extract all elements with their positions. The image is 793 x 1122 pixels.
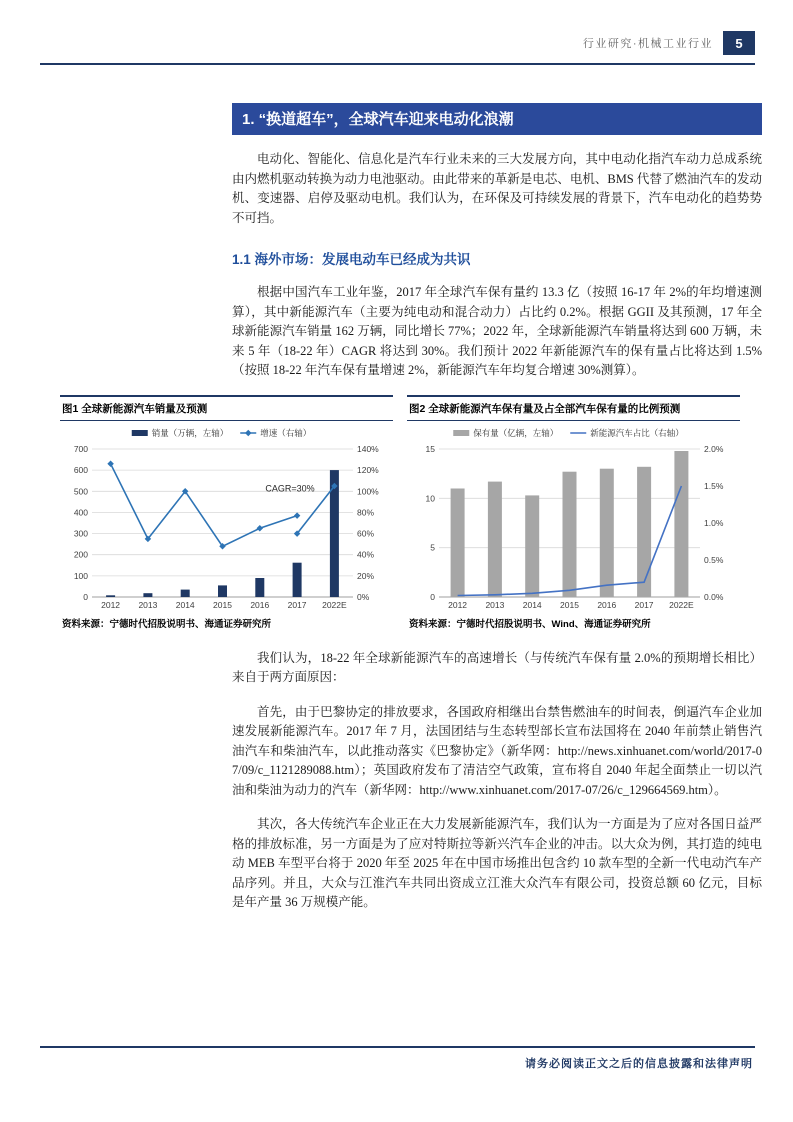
svg-text:60%: 60% <box>357 528 375 539</box>
subsection-title: 1.1 海外市场：发展电动车已经成为共识 <box>232 252 471 267</box>
svg-text:销量（万辆，左轴）: 销量（万辆，左轴） <box>151 427 229 438</box>
svg-text:400: 400 <box>73 506 88 517</box>
svg-text:新能源汽车占比（右轴）: 新能源汽车占比（右轴） <box>590 427 684 438</box>
section-title: 1. “换道超车”，全球汽车迎来电动化浪潮 <box>232 103 762 135</box>
svg-text:2017: 2017 <box>634 599 654 610</box>
svg-text:增速（右轴）: 增速（右轴） <box>260 427 312 438</box>
svg-text:15: 15 <box>425 443 435 454</box>
figures-row <box>60 395 740 634</box>
svg-text:2.0%: 2.0% <box>704 443 724 454</box>
svg-text:300: 300 <box>73 528 88 539</box>
svg-text:1.5%: 1.5% <box>704 480 724 491</box>
header-divider <box>40 63 755 65</box>
svg-text:0.0%: 0.0% <box>704 591 724 602</box>
svg-text:140%: 140% <box>357 443 379 454</box>
figure-2-chart <box>407 423 740 613</box>
svg-text:2016: 2016 <box>250 599 270 610</box>
svg-text:10: 10 <box>425 492 435 503</box>
figure-1-chart <box>60 423 393 613</box>
svg-text:2013: 2013 <box>485 599 505 610</box>
svg-text:2013: 2013 <box>138 599 158 610</box>
svg-text:20%: 20% <box>357 570 375 581</box>
figure-2-source: 资料来源：宁德时代招股说明书、Wind、海通证券研究所 <box>409 618 651 630</box>
paragraph-overseas-market: 根据中国汽车工业年鉴，2017 年全球汽车保有量约 13.3 亿（按照 16-17 年 2%的年均增速测算），其中新能源汽车（主要为纯电动和混合动力）占比约 0.2%。根据 GGII 及其预测，17 年全球新能源汽车销量 162 万辆，同比增长 77%；2022 年，全球新能源汽车销量将达到 600 万辆，未来 5 年（18-22 年）CAGR 将达到 30%。我们预计 2022 年新能源汽车的保有量占比将达到 1.5%（按照 18-22 年汽车保有量增速 2%，新能源汽车年均复合增速 30%测算）。 <box>232 285 762 377</box>
page-number-badge: 5 <box>723 31 755 55</box>
report-category: 行业研究·机械工业行业 <box>582 38 713 50</box>
svg-text:0: 0 <box>430 591 435 602</box>
svg-text:2015: 2015 <box>560 599 579 610</box>
svg-text:2012: 2012 <box>448 599 468 610</box>
footer-divider <box>40 1046 755 1048</box>
svg-text:2012: 2012 <box>101 599 121 610</box>
svg-text:2022E: 2022E <box>669 599 694 610</box>
figure-1 <box>60 395 393 634</box>
figure-1-source: 资料来源：宁德时代招股说明书、海通证券研究所 <box>62 618 272 630</box>
svg-text:0.5%: 0.5% <box>704 554 724 565</box>
svg-text:2022E: 2022E <box>322 599 347 610</box>
figure-1-title: 图1 全球新能源汽车销量及预测 <box>60 395 393 421</box>
paragraph-policy: 首先，由于巴黎协定的排放要求，各国政府相继出台禁售燃油车的时间表，倒逼汽车企业加速发展新能源汽车。2017 年 7 月，法国团结与生态转型部长宣布法国将在 2040 年前禁止销售汽油汽车和柴油汽车，以此推动落实《巴黎协定》（新华网：http://news.xinhuanet.com/world/2017-07/09/c_1121289088.htm）；英国政府发布了清洁空气政策，宣布将自 2040 年起全面禁止一切以汽油和柴油为动力的汽车（新华网：http://www.xinhuanet.com/2017-07/26/c_129664569.htm）。 <box>232 704 762 797</box>
figure-2 <box>407 395 740 634</box>
svg-text:0%: 0% <box>357 591 370 602</box>
page-header <box>583 31 755 55</box>
paragraph-growth-reasons: 我们认为，18-22 年全球新能源汽车的高速增长（与传统汽车保有量 2.0%的预期增长相比）来自于两方面原因： <box>232 650 762 684</box>
svg-text:2015: 2015 <box>213 599 232 610</box>
paragraph-intro: 电动化、智能化、信息化是汽车行业未来的三大发展方向，其中电动化指汽车动力总成系统由内燃机驱动转换为动力电池驱动。由此带来的革新是电芯、电机、BMS 代替了燃油汽车的发动机、变速器、启停及驱动电机。我们认为，在环保及可持续发展的背景下，汽车电动化的趋势势不可挡。 <box>232 152 762 225</box>
svg-text:保有量（亿辆，左轴）: 保有量（亿辆，左轴） <box>473 427 559 438</box>
svg-text:700: 700 <box>73 443 88 454</box>
svg-text:600: 600 <box>73 464 88 475</box>
footer-disclaimer: 请务必阅读正文之后的信息披露和法律声明 <box>525 1058 753 1070</box>
svg-text:100: 100 <box>73 570 88 581</box>
svg-text:1.0%: 1.0% <box>704 517 724 528</box>
svg-text:2017: 2017 <box>287 599 307 610</box>
svg-text:CAGR=30%: CAGR=30% <box>265 482 315 493</box>
svg-text:2014: 2014 <box>175 599 195 610</box>
paragraph-oem-strategy: 其次，各大传统汽车企业正在大力发展新能源汽车，我们认为一方面是为了应对各国日益严格的排放标准，另一方面是为了应对特斯拉等新兴汽车企业的冲击。以大众为例，其打造的纯电动 MEB 车型平台将于 2020 年至 2025 年在中国市场推出包含约 10 款车型的全新一代电动汽车产品序列。并且，大众与江淮汽车共同出资成立江淮大众汽车有限公司，投资总额 60 亿元，目标是年产量 36 万规模产能。 <box>232 817 762 909</box>
svg-text:5: 5 <box>430 542 435 553</box>
svg-text:2016: 2016 <box>597 599 617 610</box>
svg-text:100%: 100% <box>357 485 379 496</box>
svg-text:40%: 40% <box>357 549 375 560</box>
figure-2-title: 图2 全球新能源汽车保有量及占全部汽车保有量的比例预测 <box>407 395 740 421</box>
svg-text:200: 200 <box>73 549 88 560</box>
svg-text:0: 0 <box>83 591 88 602</box>
svg-text:120%: 120% <box>357 464 379 475</box>
svg-text:80%: 80% <box>357 506 375 517</box>
svg-text:2014: 2014 <box>522 599 542 610</box>
svg-text:500: 500 <box>73 485 88 496</box>
